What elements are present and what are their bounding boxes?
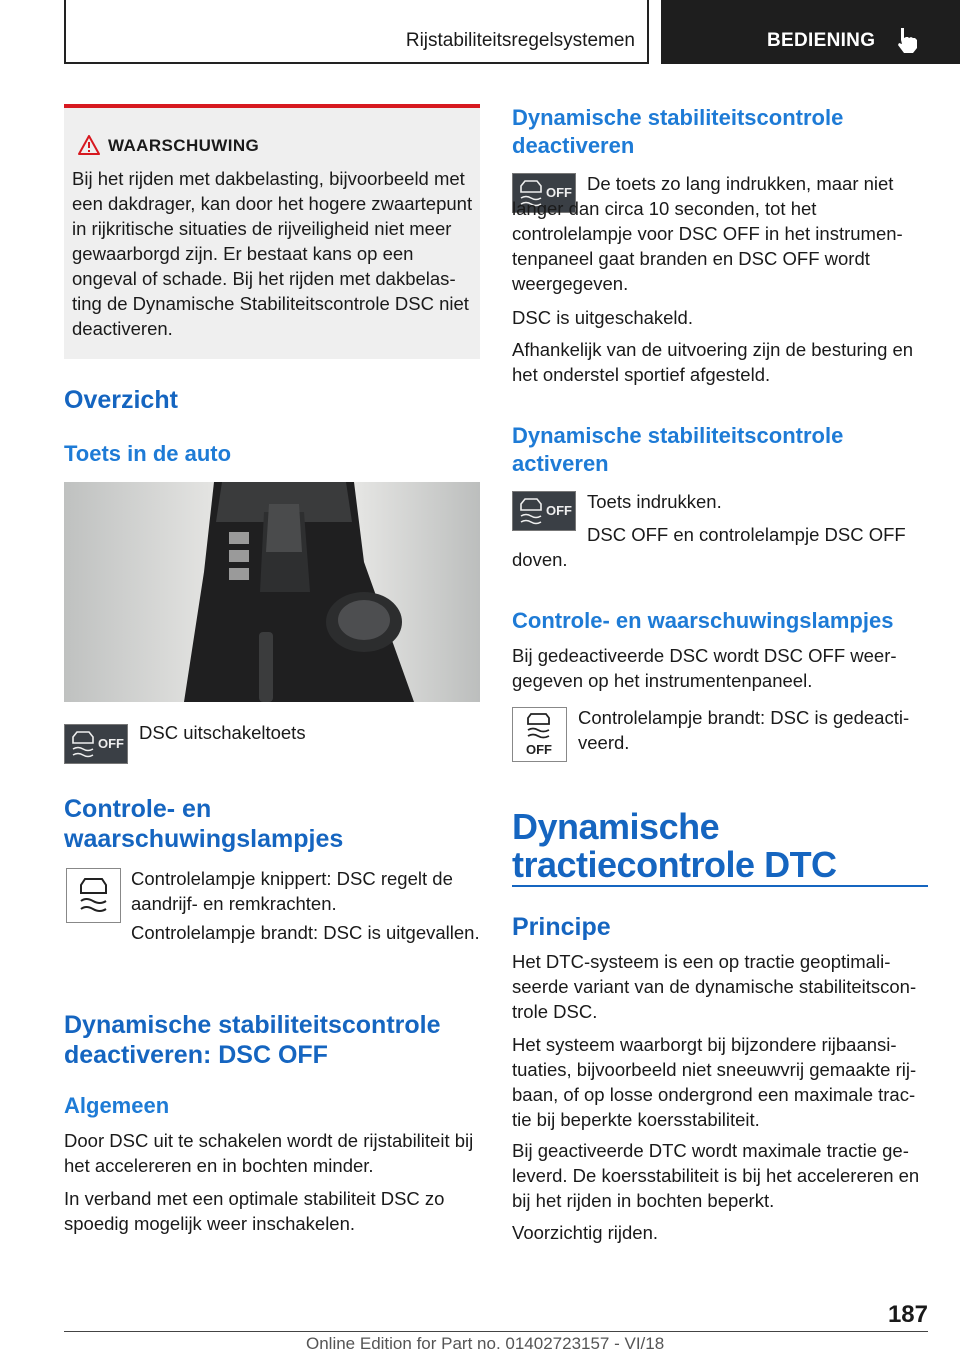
header-chapter-title: BEDIENING xyxy=(767,30,876,51)
lamps-heading-right: Controle- en waarschuwingslampjes xyxy=(512,608,894,633)
principle-paragraph-3: Bij geactiveerde DTC wordt maximale tractie geleverd. De koersstabiliteit is bij het accelereren en bij het rijden in bochten beperkt. xyxy=(512,1140,920,1211)
warning-text: Bij het rijden met dakbelasting, bijvoorbeeld met een dakdrager, kan door het hogere zwaartepunt in rijkritische situaties de rijveiligheid niet meer gewaarborgd zijn. Er bestaat kans op een ongeval of schade. Bij het rijden met dakbelasting de Dynamische Stabiliteitscontrole DSC niet deactiveren. xyxy=(72,168,473,339)
dsc-off-button-icon xyxy=(64,724,128,764)
dsc-off-label-2: OFF xyxy=(546,185,572,200)
lamps-paragraph-2: Controlelampje brandt: DSC is gedeactiveerd. xyxy=(578,707,910,753)
dsc-lamp-icon xyxy=(66,868,121,923)
general-paragraph-1: Door DSC uit te schakelen wordt de rijstabiliteit bij het accelereren en in bochten minder. xyxy=(64,1130,474,1176)
act-paragraph-2: DSC OFF en controlelampje DSC OFF doven. xyxy=(512,524,906,570)
principle-paragraph-2: Het systeem waarborgt bij bijzondere rijbaansituaties, bijvoorbeeld niet sneeuwvrij gemaakte rijbaan, of op losse ondergrond een maximale tractie bij beperkte koersstabiliteit. xyxy=(512,1034,917,1130)
lamps-paragraph-1: Bij gedeactiveerde DSC wordt DSC OFF weergegeven op het instrumentenpaneel. xyxy=(512,645,897,691)
warning-triangle-icon xyxy=(78,135,100,155)
lamp-flash-text: Controlelampje knippert: DSC regelt de aandrijf- en remkrachten. xyxy=(131,868,453,914)
button-heading: Toets in de auto xyxy=(64,441,232,466)
act-paragraph-1: Toets indrukken. xyxy=(587,491,722,512)
footer-edition: Online Edition for Part no. 01402723157 - VI/18 xyxy=(306,1334,665,1353)
dsc-off-lamp-icon xyxy=(512,707,567,762)
hand-pointer-icon xyxy=(893,26,923,54)
deact-paragraph-2: DSC is uitgeschakeld. xyxy=(512,307,693,328)
header-section-title: Rijstabiliteitsregelsystemen xyxy=(405,30,635,51)
general-heading: Algemeen xyxy=(64,1093,170,1118)
header-section-tab xyxy=(64,0,649,64)
general-paragraph-2: In verband met een optimale stabiliteit DSC zo spoedig mogelijk weer inschakelen. xyxy=(64,1188,445,1234)
deact-paragraph-3: Afhankelijk van de uitvoering zijn de besturing en het onderstel sportief afgesteld. xyxy=(512,339,914,385)
deact-paragraph-1: De toets zo lang indrukken, maar niet langer dan circa 10 seconden, tot het controlelampje voor DSC OFF in het instrumentenpaneel gaat branden en DSC OFF wordt weergegeven. xyxy=(512,173,903,294)
lamp-on-text: Controlelampje brandt: DSC is uitgevallen. xyxy=(131,922,480,943)
dsc-off-label: OFF xyxy=(98,736,124,751)
overview-heading: Overzicht xyxy=(64,386,178,414)
act-heading: Dynamische stabiliteitscontrole activeren xyxy=(512,423,844,476)
lamps-heading-left: Controle- en waarschuwingslampjes xyxy=(64,795,344,853)
dtc-heading-rule xyxy=(512,885,928,887)
dsc-button-caption: DSC uitschakeltoets xyxy=(139,722,306,743)
page-number: 187 xyxy=(887,1301,928,1328)
console-illustration xyxy=(64,482,480,702)
footer-rule xyxy=(64,1331,928,1332)
dtc-heading: Dynamische tractiecontrole DTC xyxy=(512,806,837,885)
warning-box xyxy=(64,104,480,359)
car-console-photo xyxy=(64,482,480,702)
warning-title: WAARSCHUWING xyxy=(108,136,260,155)
deact-heading: Dynamische stabiliteitscontrole deactiveren xyxy=(512,105,844,158)
principle-paragraph-1: Het DTC-systeem is een op tractie geoptimaliseerde variant van de dynamische stabiliteitscontrole DSC. xyxy=(512,951,917,1022)
principle-heading: Principe xyxy=(512,913,611,941)
principle-paragraph-4: Voorzichtig rijden. xyxy=(512,1222,659,1243)
dsc-off-label-3: OFF xyxy=(546,503,572,518)
deactivate-heading: Dynamische stabiliteitscontrole deactiveren: DSC OFF xyxy=(64,1011,441,1069)
lamp-off-label: OFF xyxy=(526,742,552,757)
